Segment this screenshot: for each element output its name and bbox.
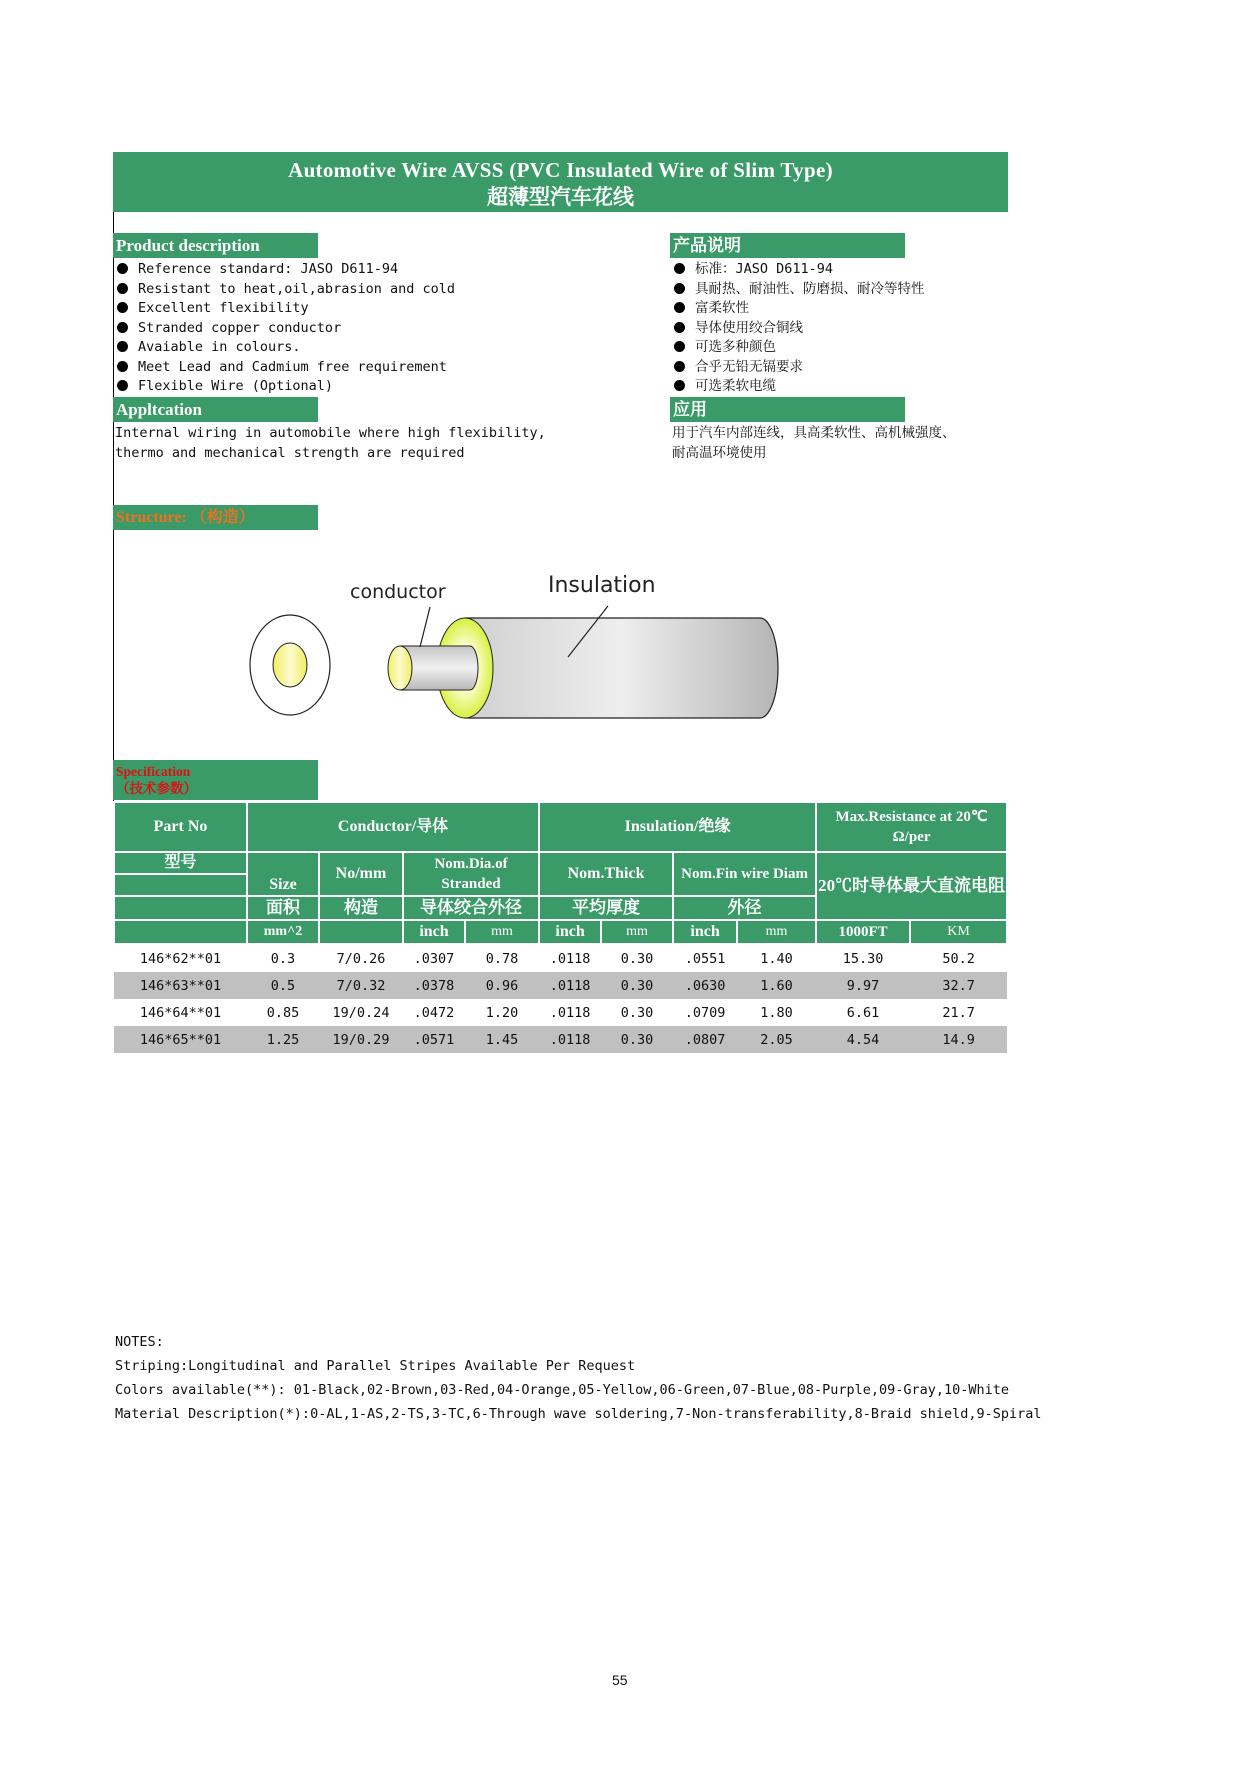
cell-thick-mm: 0.30 [601, 944, 673, 972]
cell-res-1000ft: 9.97 [816, 972, 910, 999]
header-unit-mm: mm [601, 920, 673, 944]
notes-line: Striping:Longitudinal and Parallel Stripes Available Per Request [115, 1358, 636, 1374]
table-row [114, 972, 1007, 999]
header-max-resistance: Max.Resistance at 20℃ Ω/per [816, 802, 1007, 852]
header-no-mm: No/mm [319, 852, 403, 896]
cell-fin-inch: .0709 [673, 999, 737, 1026]
list-item: Reference standard: JASO D611-94 [113, 260, 455, 280]
list-item: 导体使用绞合铜线 [670, 319, 925, 339]
cell-res-km: 21.7 [910, 999, 1007, 1026]
application-text-en: Internal wiring in automobile where high flexibility, thermo and mechanical strength are required [115, 425, 546, 461]
cell-fin-mm: 2.05 [737, 1026, 816, 1053]
header-part-no: Part No [114, 802, 247, 852]
bullet-icon [117, 341, 128, 352]
list-item: 可选多种颜色 [670, 338, 925, 358]
bullet-icon [117, 361, 128, 372]
bullet-icon [674, 322, 685, 333]
specification-label: Specification （技术参数） [113, 760, 318, 800]
list-item: 标准：JASO D611-94 [670, 260, 925, 280]
cell-dia-mm: 0.78 [465, 944, 539, 972]
cell-part-no: 146*62**01 [114, 944, 247, 972]
header-unit-mm: mm [737, 920, 816, 944]
title-cn: 超薄型汽车花线 [487, 185, 634, 209]
cell-dia-inch: .0571 [403, 1026, 465, 1053]
cell-dia-mm: 1.20 [465, 999, 539, 1026]
cell-dia-inch: .0307 [403, 944, 465, 972]
cell-fin-inch: .0630 [673, 972, 737, 999]
header-unit-mm: mm [465, 920, 539, 944]
header-size-cn: 面积 [247, 896, 319, 920]
header-size-unit: mm^2 [247, 920, 319, 944]
bullet-icon [674, 361, 685, 372]
list-item: 富柔软性 [670, 299, 925, 319]
cell-fin-mm: 1.40 [737, 944, 816, 972]
header-conductor: Conductor/导体 [247, 802, 539, 852]
table-row [114, 999, 1007, 1026]
header-size: Size [247, 852, 319, 896]
table-row [114, 944, 1007, 972]
product-description-list-en [113, 260, 455, 397]
header-unit-inch: inch [673, 920, 737, 944]
application-text-cn: 用于汽车内部连线，具高柔软性、高机械强度、 耐高温环境使用 [672, 425, 956, 461]
list-item: Avaiable in colours. [113, 338, 455, 358]
insulation-cylinder [465, 618, 778, 718]
cell-size: 1.25 [247, 1026, 319, 1053]
cell-res-km: 14.9 [910, 1026, 1007, 1053]
header-fin-wire: Nom.Fin wire Diam [673, 852, 816, 896]
product-description-list-cn [670, 260, 925, 397]
bullet-icon [117, 322, 128, 333]
header-no-mm-cn: 构造 [319, 896, 403, 920]
cell-fin-mm: 1.60 [737, 972, 816, 999]
cell-size: 0.3 [247, 944, 319, 972]
cell-res-km: 50.2 [910, 944, 1007, 972]
cell-no-mm: 7/0.32 [319, 972, 403, 999]
list-item: Flexible Wire (Optional) [113, 377, 455, 397]
bullet-icon [117, 302, 128, 313]
cell-part-no: 146*64**01 [114, 999, 247, 1026]
list-item: Resistant to heat,oil,abrasion and cold [113, 280, 455, 300]
cell-res-1000ft: 4.54 [816, 1026, 910, 1053]
cell-fin-mm: 1.80 [737, 999, 816, 1026]
cell-thick-inch: .0118 [539, 944, 601, 972]
conductor-label: conductor [350, 581, 446, 603]
cell-fin-inch: .0807 [673, 1026, 737, 1053]
document-header [113, 152, 1008, 212]
header-insulation: Insulation/绝缘 [539, 802, 816, 852]
bullet-icon [117, 283, 128, 294]
cell-dia-mm: 0.96 [465, 972, 539, 999]
specification-table [113, 801, 1008, 1053]
bullet-icon [117, 263, 128, 274]
conductor-end [388, 646, 412, 690]
header-part-no-cn: 型号 [114, 852, 247, 874]
cell-no-mm: 7/0.26 [319, 944, 403, 972]
list-item: 合乎无铅无镉要求 [670, 358, 925, 378]
bullet-icon [674, 263, 685, 274]
cell-thick-mm: 0.30 [601, 999, 673, 1026]
cell-no-mm: 19/0.29 [319, 1026, 403, 1053]
bullet-icon [674, 380, 685, 391]
cell-res-1000ft: 6.61 [816, 999, 910, 1026]
list-item: Stranded copper conductor [113, 319, 455, 339]
list-item: Meet Lead and Cadmium free requirement [113, 358, 455, 378]
cross-section-conductor [273, 643, 307, 687]
product-description-label-cn: 产品说明 [670, 233, 905, 258]
cell-thick-inch: .0118 [539, 972, 601, 999]
cell-thick-inch: .0118 [539, 999, 601, 1026]
product-description-label: Product description [113, 233, 318, 258]
table-row [114, 1026, 1007, 1053]
cell-part-no: 146*63**01 [114, 972, 247, 999]
cell-thick-mm: 0.30 [601, 972, 673, 999]
application-label-cn: 应用 [670, 397, 905, 422]
bullet-icon [117, 380, 128, 391]
cell-res-1000ft: 15.30 [816, 944, 910, 972]
wire-structure-diagram [240, 560, 880, 730]
list-item: 具耐热、耐油性、防磨损、耐冷等特性 [670, 280, 925, 300]
header-nom-thick-cn: 平均厚度 [539, 896, 673, 920]
cell-no-mm: 19/0.24 [319, 999, 403, 1026]
application-label: Appltcation [113, 397, 318, 422]
cell-size: 0.5 [247, 972, 319, 999]
title-en: Automotive Wire AVSS (PVC Insulated Wire of Slim Type) [288, 158, 833, 182]
structure-label: Structure: （构造） [113, 505, 318, 530]
page-number: 55 [612, 1672, 628, 1688]
notes-line: Colors available(**): 01-Black,02-Brown,03-Red,04-Orange,05-Yellow,06-Green,07-Blue,08-Purple,09-Gray,10-White [115, 1382, 1010, 1398]
cell-fin-inch: .0551 [673, 944, 737, 972]
notes-line: Material Description(*):0-AL,1-AS,2-TS,3-TC,6-Through wave soldering,7-Non-transferability,8-Braid shield,9-Spiral [115, 1406, 1042, 1422]
cell-size: 0.85 [247, 999, 319, 1026]
insulation-label: Insulation [548, 573, 656, 598]
header-resistance-cn: 20℃时导体最大直流电阻 [816, 852, 1007, 920]
list-item: 可选柔软电缆 [670, 377, 925, 397]
header-unit-inch: inch [403, 920, 465, 944]
header-unit-km: KM [910, 920, 1007, 944]
bullet-icon [674, 341, 685, 352]
bullet-icon [674, 302, 685, 313]
cell-dia-inch: .0378 [403, 972, 465, 999]
header-nom-dia: Nom.Dia.of Stranded [403, 852, 539, 896]
cell-thick-inch: .0118 [539, 1026, 601, 1053]
header-nom-dia-cn: 导体绞合外径 [403, 896, 539, 920]
header-nom-thick: Nom.Thick [539, 852, 673, 896]
list-item: Excellent flexibility [113, 299, 455, 319]
cell-res-km: 32.7 [910, 972, 1007, 999]
bullet-icon [674, 283, 685, 294]
header-unit-inch: inch [539, 920, 601, 944]
cell-dia-mm: 1.45 [465, 1026, 539, 1053]
notes-title: NOTES: [115, 1334, 164, 1350]
notes-section [115, 1330, 1042, 1426]
header-unit-1000ft: 1000FT [816, 920, 910, 944]
header-fin-wire-cn: 外径 [673, 896, 816, 920]
cell-part-no: 146*65**01 [114, 1026, 247, 1053]
cell-thick-mm: 0.30 [601, 1026, 673, 1053]
cell-dia-inch: .0472 [403, 999, 465, 1026]
